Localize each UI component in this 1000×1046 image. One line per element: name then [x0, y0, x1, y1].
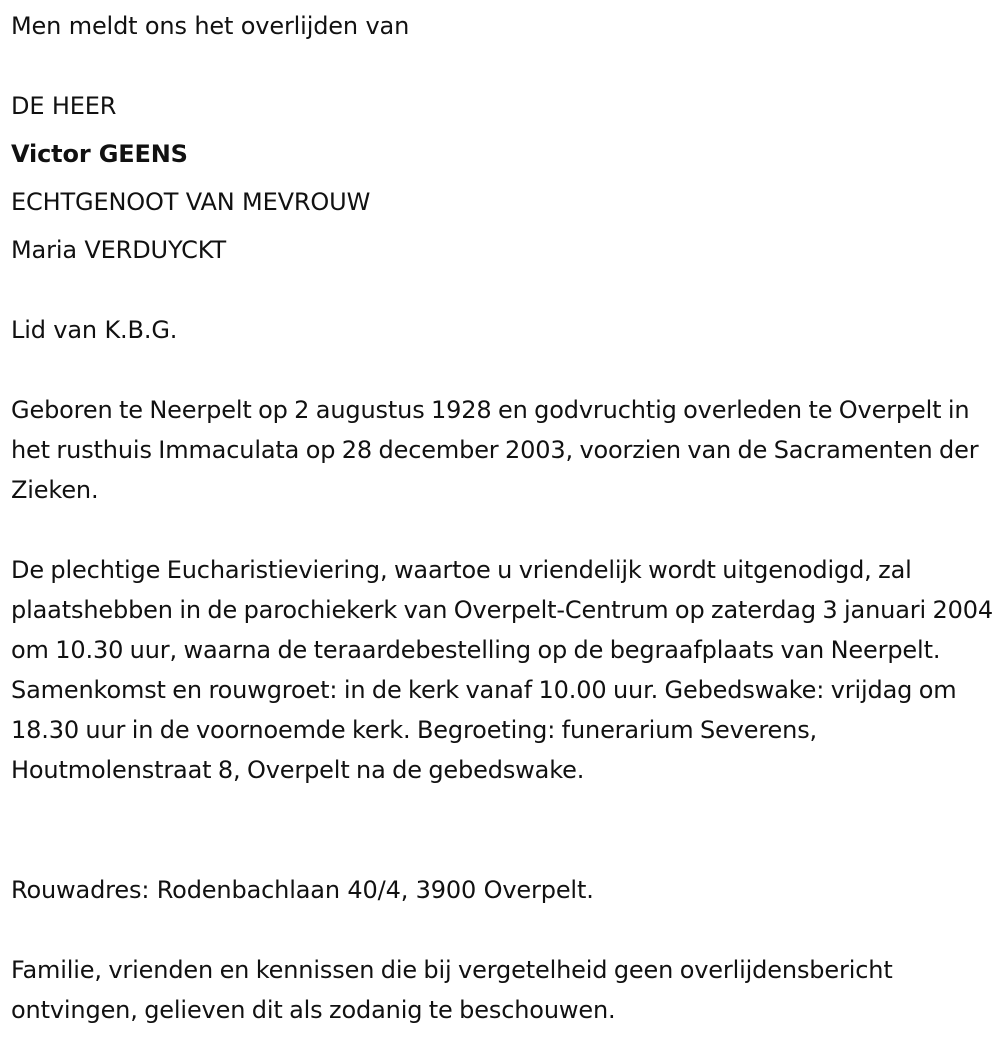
deceased-title: DE HEER	[11, 92, 117, 120]
membership-text: Lid van K.B.G.	[11, 316, 178, 344]
mourning-address: Rouwadres: Rodenbachlaan 40/4, 3900 Overpelt.	[11, 876, 594, 904]
closing-paragraph: Familie, vrienden en kennissen die bij vergetelheid geen overlijdensbericht ontvingen, gelieven dit als zodanig te beschouwen.	[11, 956, 893, 1024]
relation-text: ECHTGENOOT VAN MEVROUW	[11, 188, 371, 216]
spouse-name: Maria VERDUYCKT	[11, 236, 226, 264]
intro-text: Men meldt ons het overlijden van	[11, 12, 410, 40]
deceased-name: Victor GEENS	[11, 140, 188, 168]
ceremony-paragraph: De plechtige Eucharistieviering, waartoe u vriendelijk wordt uitgenodigd, zal plaatshebben in de parochiekerk van Overpelt-Centrum op zaterdag 3 januari 2004 om 10.30 uur, waarna de teraardebestelling op de begraafplaats van Neerpelt. Samenkomst en rouwgroet: in de kerk vanaf 10.00 uur. Gebedswake: vrijdag om 18.30 uur in de voornoemde kerk. Begroeting: funerarium Severens, Houtmolenstraat 8, Overpelt na de gebedswake.	[11, 556, 993, 784]
birth-death-paragraph: Geboren te Neerpelt op 2 augustus 1928 en godvruchtig overleden te Overpelt in het rusthuis Immaculata op 28 december 2003, voorzien van de Sacramenten der Zieken.	[11, 396, 979, 504]
